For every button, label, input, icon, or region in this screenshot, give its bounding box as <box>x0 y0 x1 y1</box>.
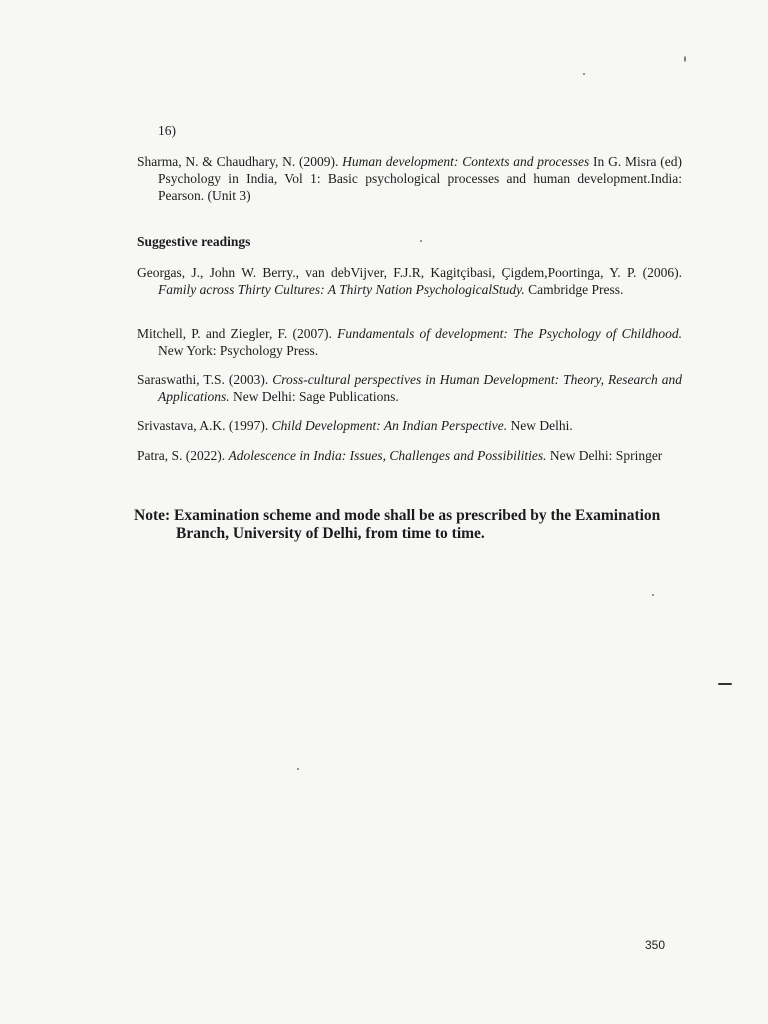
reading-saraswathi: Saraswathi, T.S. (2003). Cross-cultural perspectives in Human Development: Theory, Research and Applications. New Delhi: Sage Publications. <box>137 372 683 404</box>
scan-speck <box>297 768 299 770</box>
scan-speck <box>583 73 585 75</box>
scan-speck <box>420 240 422 242</box>
reading-srivastava: Srivastava, A.K. (1997). Child Development: An Indian Perspective. New Delhi. <box>137 418 573 433</box>
scan-speck <box>684 56 686 62</box>
suggestive-readings-heading: Suggestive readings <box>137 234 251 249</box>
reading-mitchell: Mitchell, P. and Ziegler, F. (2007). Fundamentals of development: The Psychology of Childhood. New York: Psychology Press. <box>137 326 682 358</box>
note-line-1: Note: Examination scheme and mode shall be as prescribed by the Examination <box>134 507 661 524</box>
scan-speck <box>718 683 732 685</box>
section-number: 16) <box>158 123 176 138</box>
scan-speck <box>652 594 654 596</box>
examination-note <box>134 507 669 543</box>
page-number: 350 <box>645 938 666 952</box>
note-line-2: Branch, University of Delhi, from time to time. <box>176 525 485 542</box>
reading-georgas: Georgas, J., John W. Berry., van debVijver, F.J.R, Kagitçibasi, Çigdem,Poortinga, Y. P. (2006). Family across Thirty Cultures: A Thirty Nation PsychologicalStudy. Cambridge Press. <box>137 265 682 297</box>
reference-sharma: Sharma, N. & Chaudhary, N. (2009). Human development: Contexts and processes In G. Misra (ed) Psychology in India, Vol 1: Basic psychological processes and human development.India: Pearson. (Unit 3) <box>137 154 682 203</box>
reading-patra: Patra, S. (2022). Adolescence in India: Issues, Challenges and Possibilities. New Delhi: Springer <box>137 448 663 463</box>
